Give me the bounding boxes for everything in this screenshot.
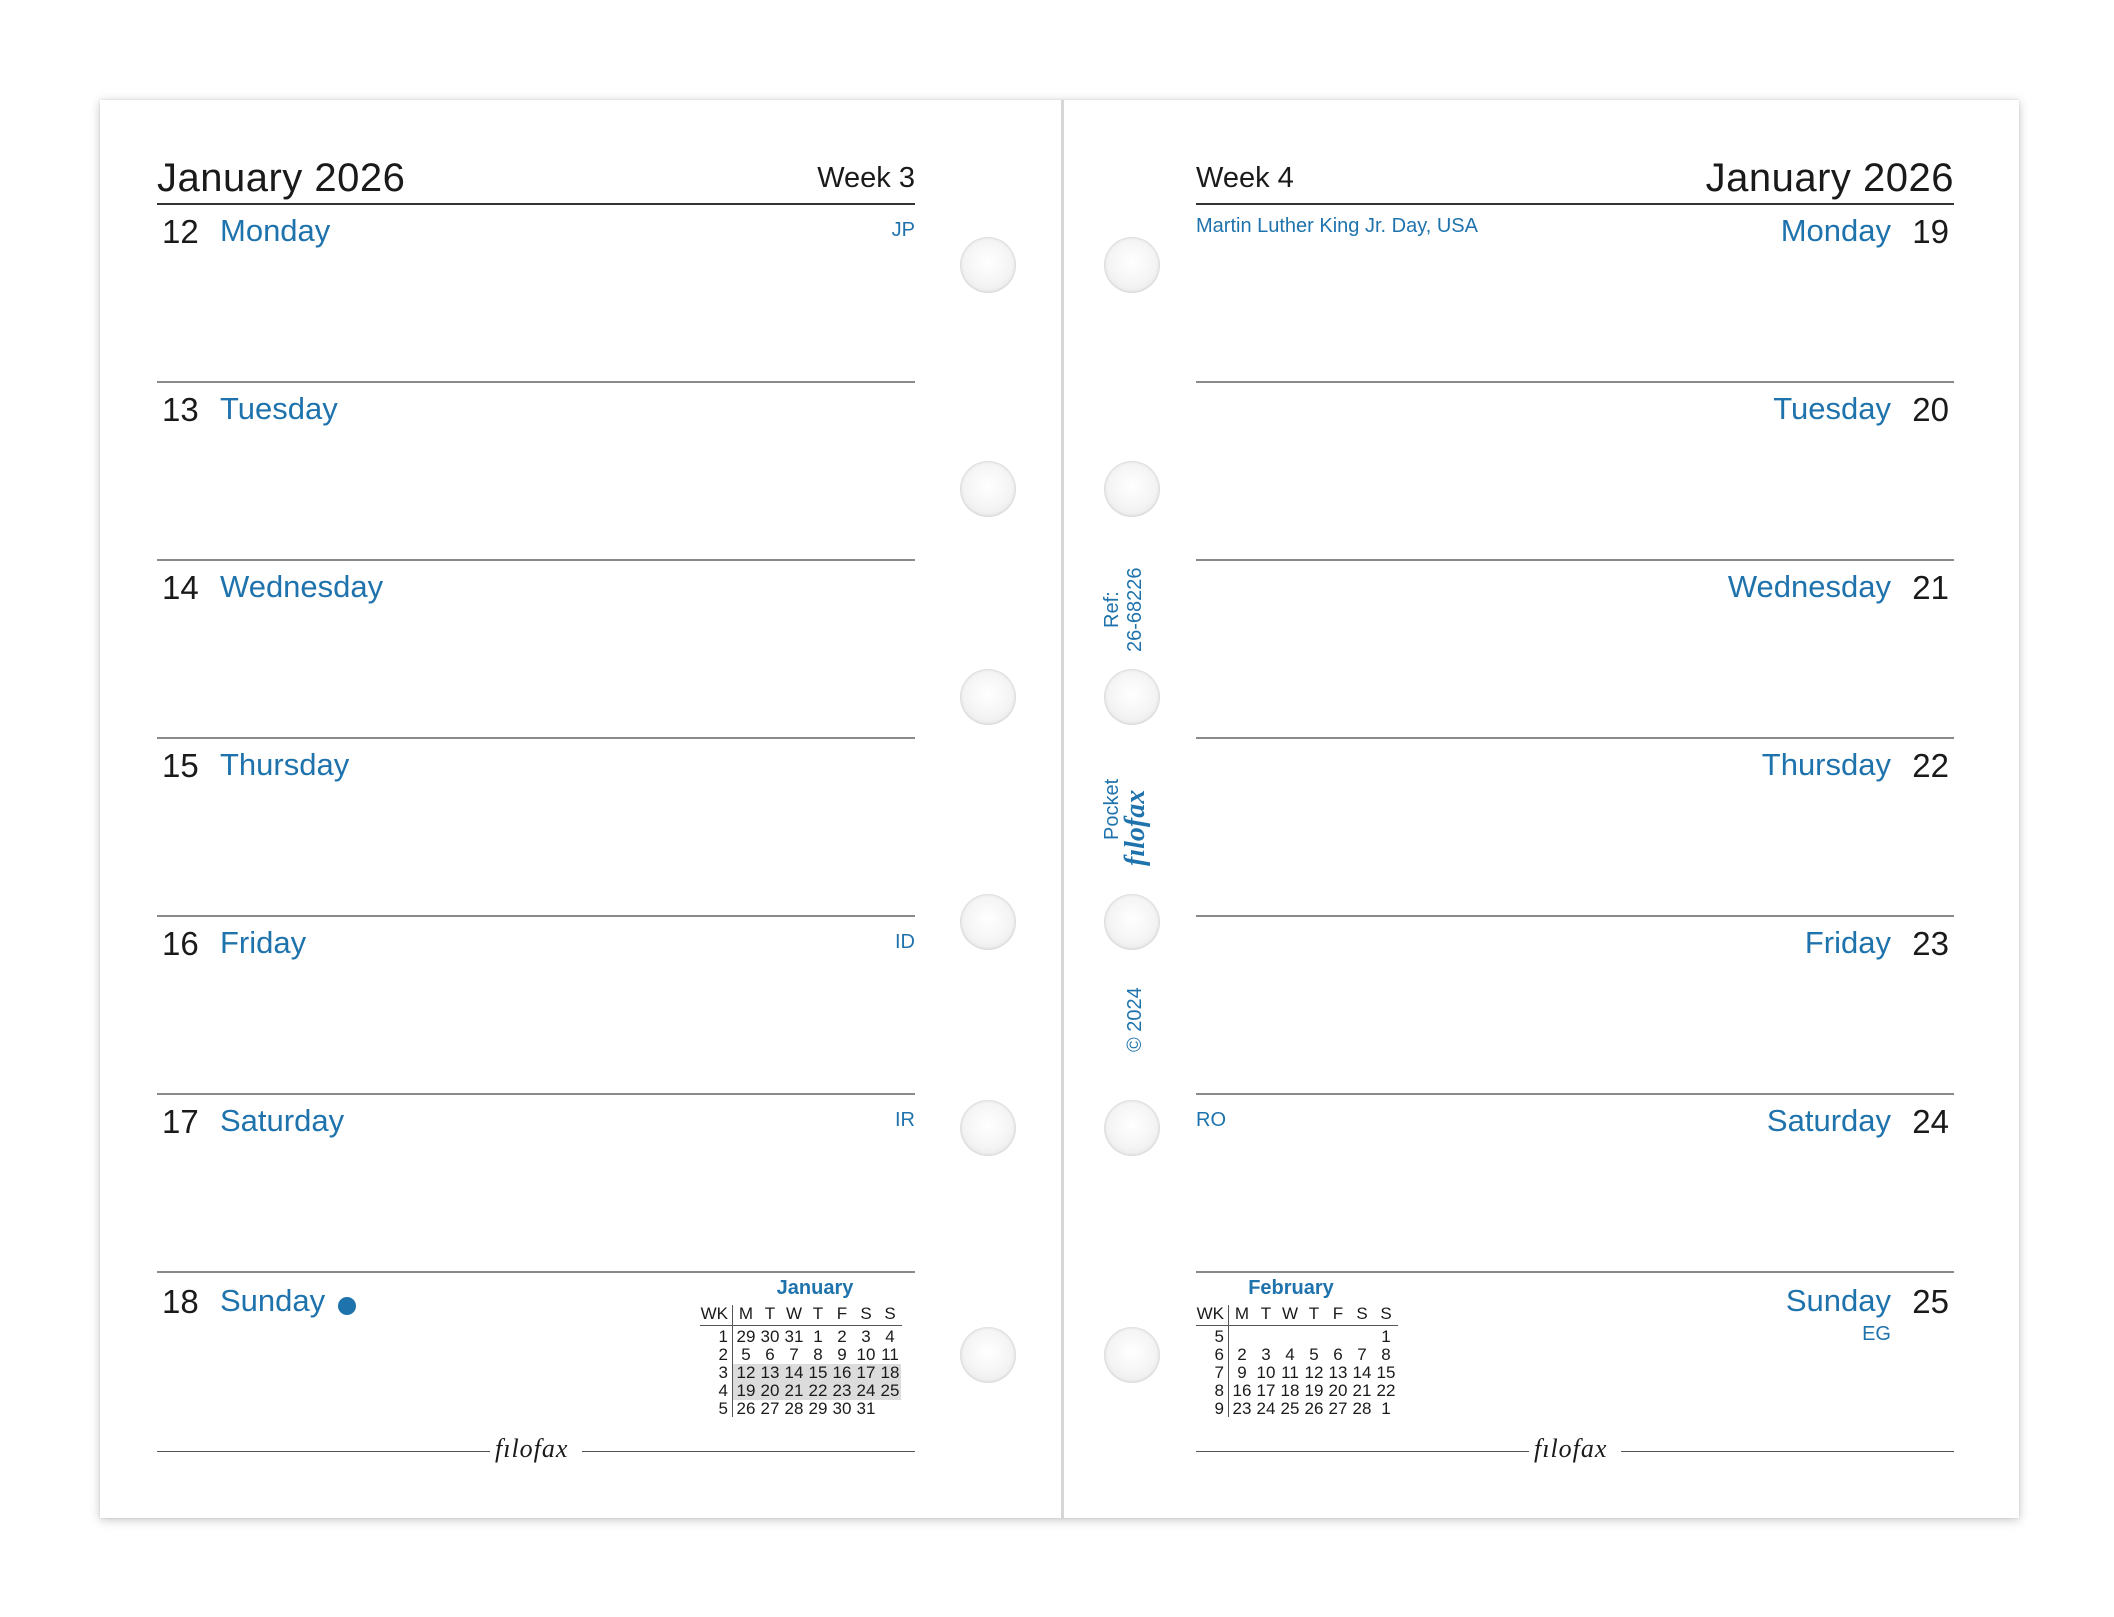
mini-calendar-day: 20 [1328,1381,1348,1400]
day-number: 22 [1912,747,1949,784]
day-number: 24 [1912,1103,1949,1140]
mini-calendar-week-number: 5 [718,1399,728,1418]
mini-calendar-header: S [1380,1304,1392,1323]
day-name: Wednesday [1727,569,1891,604]
mini-calendar-header: WK [1196,1304,1224,1323]
mini-calendar-day: 24 [1256,1399,1276,1418]
ref-number: 26-68226 [1124,567,1146,652]
holiday-note: JP [891,219,915,241]
day-name: Monday [220,213,331,248]
mini-calendar-day: 19 [736,1381,756,1400]
ring-hole [960,461,1016,517]
mini-calendar-week-number: 1 [718,1327,728,1346]
mini-calendar-day: 9 [1237,1363,1247,1382]
mini-calendar-day: 4 [1285,1345,1295,1364]
mini-calendar-day: 11 [1281,1363,1299,1382]
day-block-friday[interactable] [1196,917,1954,1095]
day-block-thursday[interactable] [157,739,915,917]
ring-hole [960,1100,1016,1156]
mini-calendar-week-number: 8 [1214,1381,1224,1400]
mini-calendar-day: 6 [765,1345,775,1364]
mini-calendar-day: 5 [1309,1345,1319,1364]
mini-calendar-day: 25 [880,1381,900,1400]
holiday-note: IR [895,1109,915,1131]
mini-calendar-day: 22 [1376,1381,1396,1400]
full-moon-icon [338,1297,356,1315]
mini-calendar-day: 12 [1304,1363,1324,1382]
mini-calendar-day: 29 [808,1399,828,1418]
mini-calendar-day: 8 [1381,1345,1391,1364]
mini-calendar-day: 31 [784,1327,804,1346]
mini-calendar-day: 30 [832,1399,852,1418]
day-name: Thursday [220,747,350,782]
mini-calendar-day: 1 [1381,1399,1391,1418]
mini-calendar-header: M [1234,1304,1250,1323]
mini-calendar-day: 15 [808,1363,828,1382]
mini-calendar-day: 31 [856,1399,876,1418]
mini-calendar-title: February [1248,1277,1334,1299]
holiday-note: ID [895,931,915,953]
mini-calendar-day: 2 [1237,1345,1247,1364]
mini-calendar-day: 1 [813,1327,823,1346]
mini-calendar-day: 20 [760,1381,780,1400]
day-block-saturday[interactable] [157,1095,915,1273]
mini-calendar-day: 3 [861,1327,871,1346]
mini-calendar-day: 27 [1328,1399,1348,1418]
mini-calendar-title: January [776,1277,854,1299]
ring-hole [1104,1100,1160,1156]
mini-calendar-divider [1196,1325,1398,1326]
mini-calendar-day: 13 [1328,1363,1348,1382]
mini-calendar-header: T [1260,1304,1272,1323]
day-block-monday[interactable] [157,205,915,383]
mini-calendar-day: 28 [1352,1399,1372,1418]
mini-calendar-day: 10 [1256,1363,1276,1382]
mini-calendar-day: 22 [808,1381,828,1400]
mini-calendar-day: 8 [813,1345,823,1364]
mini-calendar-week-number: 5 [1214,1327,1224,1346]
day-block-friday[interactable] [157,917,915,1095]
size-label: Pocket [1101,778,1123,840]
day-name: Sunday [1785,1283,1891,1318]
ring-hole [960,237,1016,293]
ring-hole [1104,669,1160,725]
left-week-label: Week 3 [817,162,915,194]
mini-calendar-day: 9 [837,1345,847,1364]
ring-hole [960,894,1016,950]
holiday-note: RO [1196,1109,1226,1131]
gutter-filofax-logo: fılofax [1120,789,1151,866]
mini-calendar-day: 13 [760,1363,780,1382]
day-block-tuesday[interactable] [157,383,915,561]
right-month-title: January 2026 [1705,156,1954,200]
mini-calendar-day: 19 [1304,1381,1324,1400]
mini-calendar-header: T [812,1304,824,1323]
day-name: Friday [220,925,307,960]
filofax-logo: fılofax [495,1434,569,1463]
holiday-note: EG [1862,1323,1891,1345]
copyright: © 2024 [1124,987,1146,1052]
holiday-note: Martin Luther King Jr. Day, USA [1196,215,1478,237]
day-block-tuesday[interactable] [1196,383,1954,561]
day-name: Thursday [1761,747,1891,782]
mini-calendar-header: W [1281,1304,1299,1323]
ring-hole [1104,237,1160,293]
ref-label: Ref: [1101,591,1123,628]
right-week-label: Week 4 [1196,162,1294,194]
day-number: 21 [1912,569,1949,606]
mini-calendar-day: 18 [880,1363,900,1382]
day-number: 25 [1912,1283,1949,1320]
mini-calendar-divider [732,1305,733,1417]
mini-calendar-day: 21 [1352,1381,1372,1400]
mini-calendar-day: 2 [837,1327,847,1346]
day-divider [1196,1271,1954,1273]
footer-rule [1621,1451,1954,1452]
mini-calendar-week-number: 2 [718,1345,728,1364]
mini-calendar-day: 11 [881,1345,899,1364]
mini-calendar-day: 28 [784,1399,804,1418]
mini-calendar-day: 21 [784,1381,804,1400]
day-number: 13 [162,391,199,428]
mini-calendar-header: WK [700,1304,728,1323]
day-number: 17 [162,1103,199,1140]
mini-calendar-day: 24 [856,1381,876,1400]
day-block-saturday[interactable] [1196,1095,1954,1273]
mini-calendar-header: F [1332,1304,1344,1323]
ring-hole [960,669,1016,725]
day-number: 18 [162,1283,199,1320]
mini-calendar-day: 7 [1357,1345,1367,1364]
mini-calendar-day: 29 [736,1327,756,1346]
mini-calendar-day: 18 [1280,1381,1300,1400]
mini-calendar-day: 17 [856,1363,876,1382]
mini-calendar-header: S [884,1304,896,1323]
day-block-wednesday[interactable] [157,561,915,739]
mini-calendar-week-number: 9 [1214,1399,1224,1418]
mini-calendar-week-number: 4 [718,1381,728,1400]
ring-hole [960,1327,1016,1383]
mini-calendar-day: 1 [1381,1327,1391,1346]
right-page [1196,100,1954,1518]
mini-calendar-day: 10 [856,1345,876,1364]
day-name: Saturday [1766,1103,1891,1138]
day-number: 23 [1912,925,1949,962]
mini-calendar-header: T [1308,1304,1320,1323]
mini-calendar-week-number: 7 [1214,1363,1224,1382]
day-name: Wednesday [220,569,384,604]
day-divider [157,1271,915,1273]
day-number: 16 [162,925,199,962]
mini-calendar-header: S [860,1304,872,1323]
day-block-wednesday[interactable] [1196,561,1954,739]
mini-calendar-day: 25 [1280,1399,1300,1418]
mini-calendar-header: S [1356,1304,1368,1323]
day-number: 14 [162,569,199,606]
mini-calendar-day: 16 [1232,1381,1252,1400]
mini-calendar-header: F [836,1304,848,1323]
mini-calendar-day: 26 [736,1399,756,1418]
mini-calendar-day: 15 [1376,1363,1396,1382]
mini-calendar-january [700,1277,915,1427]
mini-calendar-header: M [738,1304,754,1323]
footer-rule [582,1451,915,1452]
page-spine [1061,100,1064,1518]
mini-calendar-day: 7 [789,1345,799,1364]
day-block-monday[interactable] [1196,205,1954,383]
mini-calendar-day: 14 [1352,1363,1372,1382]
day-name: Friday [1804,925,1891,960]
day-number: 19 [1912,213,1949,250]
mini-calendar-day: 27 [760,1399,780,1418]
mini-calendar-day: 23 [832,1381,852,1400]
mini-calendar-february [1196,1277,1411,1427]
mini-calendar-divider [1228,1305,1229,1417]
day-name: Tuesday [1773,391,1891,426]
filofax-logo: fılofax [1534,1434,1608,1463]
ring-hole [1104,1327,1160,1383]
footer-rule [1196,1451,1529,1452]
mini-calendar-day: 14 [784,1363,804,1382]
mini-calendar-day: 17 [1256,1381,1276,1400]
mini-calendar-header: T [764,1304,776,1323]
mini-calendar-divider [700,1325,902,1326]
mini-calendar-week-number: 6 [1214,1345,1224,1364]
mini-calendar-day: 3 [1261,1345,1271,1364]
day-number: 20 [1912,391,1949,428]
footer-rule [157,1451,490,1452]
mini-calendar-day: 16 [832,1363,852,1382]
day-name: Sunday [220,1283,326,1318]
mini-calendar-day: 4 [885,1327,895,1346]
day-block-thursday[interactable] [1196,739,1954,917]
day-name: Monday [1780,213,1891,248]
mini-calendar-day: 30 [760,1327,780,1346]
left-month-title: January 2026 [157,156,406,200]
mini-calendar-day: 6 [1333,1345,1343,1364]
day-number: 15 [162,747,199,784]
mini-calendar-day: 26 [1304,1399,1324,1418]
mini-calendar-day: 23 [1232,1399,1252,1418]
mini-calendar-day: 5 [741,1345,751,1364]
day-name: Saturday [220,1103,345,1138]
mini-calendar-week-number: 3 [718,1363,728,1382]
day-number: 12 [162,213,199,250]
ring-hole [1104,894,1160,950]
left-page [157,100,915,1518]
mini-calendar-day: 12 [736,1363,756,1382]
mini-calendar-header: W [785,1304,803,1323]
day-name: Tuesday [220,391,338,426]
ring-hole [1104,461,1160,517]
